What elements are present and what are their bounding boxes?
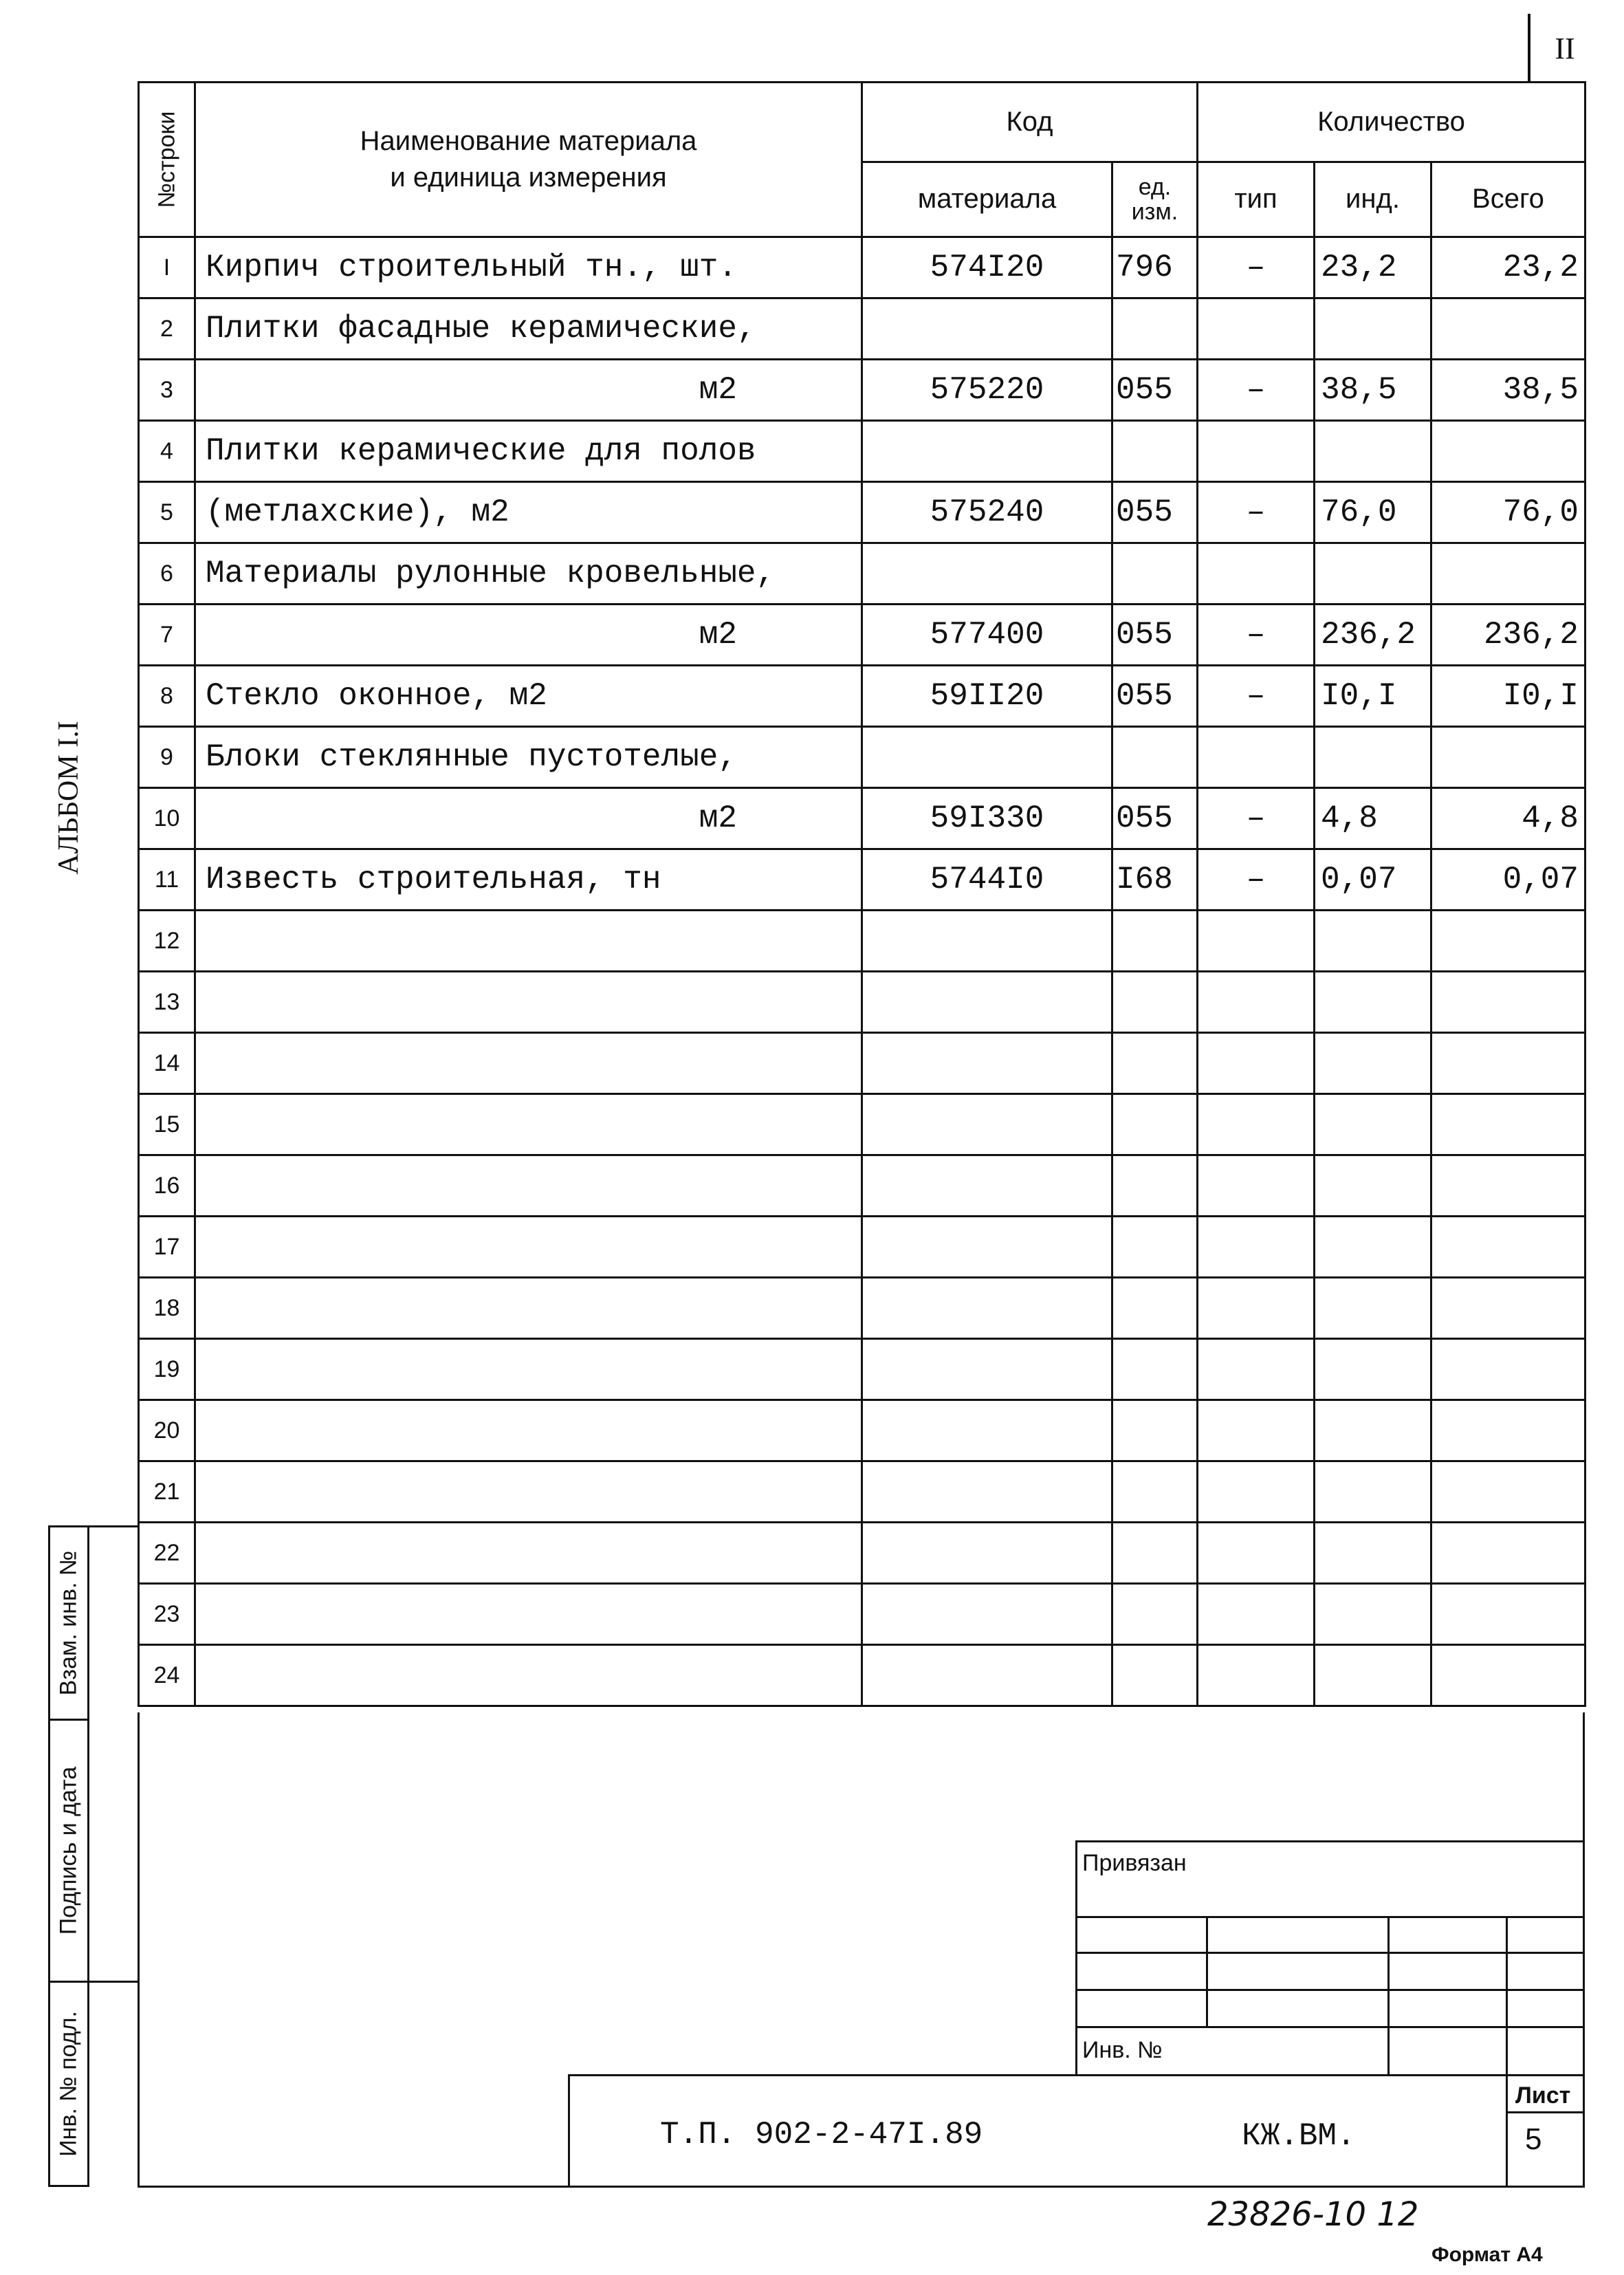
title-mark: КЖ.ВМ. bbox=[1242, 2118, 1356, 2154]
qty-ind bbox=[1315, 1400, 1431, 1461]
qty-total: 38,5 bbox=[1431, 360, 1585, 421]
material-code bbox=[862, 1033, 1112, 1094]
unit-code: 055 bbox=[1112, 605, 1198, 666]
material-code bbox=[862, 543, 1112, 605]
material-code: 59II20 bbox=[862, 666, 1112, 727]
header-code-unit: ед. изм. bbox=[1112, 162, 1198, 237]
row-number: 6 bbox=[139, 543, 195, 605]
qty-type bbox=[1198, 1155, 1315, 1217]
unit-code bbox=[1112, 1278, 1198, 1339]
table-row bbox=[139, 1278, 1585, 1339]
material-code: 575240 bbox=[862, 482, 1112, 543]
tb-h2 bbox=[1075, 1952, 1585, 1954]
table-row bbox=[139, 298, 1585, 360]
qty-ind bbox=[1315, 1645, 1431, 1706]
header-name-line1: Наименование материала bbox=[360, 126, 697, 156]
qty-type bbox=[1198, 1584, 1315, 1645]
material-code bbox=[862, 421, 1112, 482]
qty-type bbox=[1198, 1339, 1315, 1400]
tb-v2 bbox=[1387, 1916, 1390, 2074]
album-label: АЛЬБОМ I.I bbox=[53, 721, 85, 875]
qty-ind: 23,2 bbox=[1315, 237, 1431, 298]
row-number: 8 bbox=[139, 666, 195, 727]
unit-code bbox=[1112, 972, 1198, 1033]
material-name: (метлахские), м2 bbox=[195, 482, 862, 543]
material-name: м2 bbox=[195, 788, 862, 849]
material-name bbox=[195, 1217, 862, 1278]
qty-type bbox=[1198, 1461, 1315, 1523]
row-number: 20 bbox=[139, 1400, 195, 1461]
tb-privyazan-label: Привязан bbox=[1082, 1850, 1187, 1876]
qty-ind: 4,8 bbox=[1315, 788, 1431, 849]
qty-total: I0,I bbox=[1431, 666, 1585, 727]
material-code bbox=[862, 1645, 1112, 1706]
table-row bbox=[139, 1645, 1585, 1706]
row-number: 2 bbox=[139, 298, 195, 360]
qty-ind: 236,2 bbox=[1315, 605, 1431, 666]
qty-ind bbox=[1315, 911, 1431, 972]
material-name: м2 bbox=[195, 360, 862, 421]
unit-code bbox=[1112, 911, 1198, 972]
material-name bbox=[195, 1339, 862, 1400]
qty-ind bbox=[1315, 1584, 1431, 1645]
unit-code bbox=[1112, 1461, 1198, 1523]
row-number: 21 bbox=[139, 1461, 195, 1523]
row-number: 22 bbox=[139, 1523, 195, 1584]
material-name bbox=[195, 1584, 862, 1645]
qty-total: 76,0 bbox=[1431, 482, 1585, 543]
unit-code bbox=[1112, 1155, 1198, 1217]
header-row-no: №строки bbox=[139, 83, 195, 237]
material-name: Плитки фасадные керамические, bbox=[195, 298, 862, 360]
row-number: I bbox=[139, 237, 195, 298]
table-row bbox=[139, 482, 1585, 543]
table-row bbox=[139, 972, 1585, 1033]
material-code bbox=[862, 1339, 1112, 1400]
qty-ind bbox=[1315, 421, 1431, 482]
table-row bbox=[139, 1094, 1585, 1155]
material-code bbox=[862, 1278, 1112, 1339]
unit-code bbox=[1112, 1400, 1198, 1461]
qty-ind bbox=[1315, 1461, 1431, 1523]
qty-total bbox=[1431, 1584, 1585, 1645]
strip-divider2 bbox=[89, 1981, 138, 1983]
material-code bbox=[862, 1217, 1112, 1278]
unit-code bbox=[1112, 1523, 1198, 1584]
sheet-value: 5 bbox=[1525, 2122, 1542, 2156]
qty-total bbox=[1431, 543, 1585, 605]
material-name: Стекло оконное, м2 bbox=[195, 666, 862, 727]
row-number: 9 bbox=[139, 727, 195, 788]
header-name bbox=[195, 83, 862, 237]
table-row bbox=[139, 727, 1585, 788]
table-row bbox=[139, 788, 1585, 849]
stamp-inv-podl: Инв. № подл. bbox=[48, 1981, 89, 2187]
material-name bbox=[195, 1033, 862, 1094]
row-number: 23 bbox=[139, 1584, 195, 1645]
table-row bbox=[139, 360, 1585, 421]
material-code: 575220 bbox=[862, 360, 1112, 421]
strip-divider bbox=[89, 1525, 138, 1527]
tb-main-top bbox=[568, 2074, 1585, 2076]
qty-type bbox=[1198, 1094, 1315, 1155]
header-qty-group: Количество bbox=[1198, 83, 1585, 162]
tb-inv-no-label: Инв. № bbox=[1082, 2037, 1163, 2063]
qty-ind bbox=[1315, 298, 1431, 360]
qty-type bbox=[1198, 1278, 1315, 1339]
row-number: 5 bbox=[139, 482, 195, 543]
material-name: Кирпич строительный тн., шт. bbox=[195, 237, 862, 298]
unit-code bbox=[1112, 543, 1198, 605]
sheet-number-top: II bbox=[1528, 14, 1599, 83]
qty-total: 236,2 bbox=[1431, 605, 1585, 666]
tb-h3 bbox=[1075, 1989, 1585, 1991]
qty-ind: 76,0 bbox=[1315, 482, 1431, 543]
unit-code bbox=[1112, 1584, 1198, 1645]
frame-bottom bbox=[138, 2186, 1585, 2188]
qty-total bbox=[1431, 1094, 1585, 1155]
row-number: 12 bbox=[139, 911, 195, 972]
row-number: 24 bbox=[139, 1645, 195, 1706]
qty-ind bbox=[1315, 1523, 1431, 1584]
qty-total bbox=[1431, 911, 1585, 972]
unit-code: 055 bbox=[1112, 482, 1198, 543]
qty-type bbox=[1198, 543, 1315, 605]
qty-total bbox=[1431, 1461, 1585, 1523]
qty-type: – bbox=[1198, 666, 1315, 727]
qty-ind bbox=[1315, 543, 1431, 605]
unit-code bbox=[1112, 727, 1198, 788]
table-row bbox=[139, 1217, 1585, 1278]
material-code bbox=[862, 972, 1112, 1033]
unit-code bbox=[1112, 1033, 1198, 1094]
material-name bbox=[195, 1645, 862, 1706]
qty-ind bbox=[1315, 1155, 1431, 1217]
header-qty-type: тип bbox=[1198, 162, 1315, 237]
qty-ind: 38,5 bbox=[1315, 360, 1431, 421]
material-name: Блоки стеклянные пустотелые, bbox=[195, 727, 862, 788]
material-name bbox=[195, 1155, 862, 1217]
qty-type bbox=[1198, 298, 1315, 360]
frame-right-lower bbox=[1583, 1712, 1585, 2187]
qty-type bbox=[1198, 1033, 1315, 1094]
unit-code bbox=[1112, 421, 1198, 482]
material-name: Материалы рулонные кровельные, bbox=[195, 543, 862, 605]
format-label: Формат А4 bbox=[1431, 2243, 1543, 2266]
row-number: 3 bbox=[139, 360, 195, 421]
qty-ind bbox=[1315, 1033, 1431, 1094]
material-code bbox=[862, 1523, 1112, 1584]
qty-total: 0,07 bbox=[1431, 849, 1585, 911]
qty-ind bbox=[1315, 1278, 1431, 1339]
row-number: 10 bbox=[139, 788, 195, 849]
qty-total bbox=[1431, 972, 1585, 1033]
qty-type: – bbox=[1198, 482, 1315, 543]
tb-v3 bbox=[1506, 1916, 1508, 2186]
qty-ind bbox=[1315, 972, 1431, 1033]
qty-total: 4,8 bbox=[1431, 788, 1585, 849]
table-row bbox=[139, 1339, 1585, 1400]
unit-code bbox=[1112, 1094, 1198, 1155]
stamp-vzam-inv: Взам. инв. № bbox=[48, 1525, 89, 1721]
material-code bbox=[862, 1584, 1112, 1645]
qty-type bbox=[1198, 727, 1315, 788]
qty-type bbox=[1198, 1217, 1315, 1278]
tb-privyazan-left bbox=[1075, 1840, 1077, 2074]
qty-type: – bbox=[1198, 849, 1315, 911]
row-number: 11 bbox=[139, 849, 195, 911]
unit-code bbox=[1112, 1645, 1198, 1706]
qty-total: 23,2 bbox=[1431, 237, 1585, 298]
qty-type: – bbox=[1198, 605, 1315, 666]
qty-total bbox=[1431, 298, 1585, 360]
table-row bbox=[139, 421, 1585, 482]
material-name bbox=[195, 1523, 862, 1584]
qty-ind bbox=[1315, 1094, 1431, 1155]
unit-code: 055 bbox=[1112, 360, 1198, 421]
row-number: 16 bbox=[139, 1155, 195, 1217]
table-row bbox=[139, 1584, 1585, 1645]
row-number: 15 bbox=[139, 1094, 195, 1155]
material-code bbox=[862, 911, 1112, 972]
table-row bbox=[139, 666, 1585, 727]
material-name: Известь строительная, тн bbox=[195, 849, 862, 911]
table-row bbox=[139, 237, 1585, 298]
material-code bbox=[862, 1094, 1112, 1155]
doc-number: 23826-10 12 bbox=[1207, 2195, 1419, 2234]
header-code-group: Код bbox=[862, 83, 1198, 162]
material-code bbox=[862, 298, 1112, 360]
qty-ind bbox=[1315, 1339, 1431, 1400]
material-code bbox=[862, 727, 1112, 788]
unit-code: I68 bbox=[1112, 849, 1198, 911]
sheet-label: Лист bbox=[1515, 2082, 1571, 2109]
qty-total bbox=[1431, 1645, 1585, 1706]
qty-type: – bbox=[1198, 788, 1315, 849]
table-row bbox=[139, 1033, 1585, 1094]
tb-sheet-mid bbox=[1506, 2111, 1585, 2113]
qty-ind: 0,07 bbox=[1315, 849, 1431, 911]
qty-type bbox=[1198, 1400, 1315, 1461]
material-code: 59I330 bbox=[862, 788, 1112, 849]
tb-main-left bbox=[568, 2074, 570, 2187]
unit-code: 055 bbox=[1112, 788, 1198, 849]
header-qty-total: Всего bbox=[1431, 162, 1585, 237]
material-name bbox=[195, 911, 862, 972]
unit-code: 055 bbox=[1112, 666, 1198, 727]
header-code-material: материала bbox=[862, 162, 1112, 237]
row-number: 4 bbox=[139, 421, 195, 482]
qty-type bbox=[1198, 1645, 1315, 1706]
tb-h4 bbox=[1075, 2026, 1585, 2028]
qty-total bbox=[1431, 1155, 1585, 1217]
material-name bbox=[195, 972, 862, 1033]
tb-h1 bbox=[1075, 1916, 1585, 1918]
table-row bbox=[139, 1523, 1585, 1584]
qty-type bbox=[1198, 1523, 1315, 1584]
frame-left-lower bbox=[138, 1712, 140, 2187]
qty-ind: I0,I bbox=[1315, 666, 1431, 727]
header-name-line2: и единица измерения bbox=[390, 162, 667, 193]
material-code bbox=[862, 1400, 1112, 1461]
row-number: 13 bbox=[139, 972, 195, 1033]
qty-type: – bbox=[1198, 360, 1315, 421]
qty-total bbox=[1431, 1400, 1585, 1461]
qty-total bbox=[1431, 727, 1585, 788]
qty-total bbox=[1431, 1278, 1585, 1339]
qty-type bbox=[1198, 421, 1315, 482]
material-code bbox=[862, 1155, 1112, 1217]
material-code: 5744I0 bbox=[862, 849, 1112, 911]
row-number: 19 bbox=[139, 1339, 195, 1400]
qty-ind bbox=[1315, 1217, 1431, 1278]
qty-total bbox=[1431, 1523, 1585, 1584]
unit-code bbox=[1112, 1339, 1198, 1400]
material-code bbox=[862, 1461, 1112, 1523]
table-row bbox=[139, 911, 1585, 972]
row-number: 17 bbox=[139, 1217, 195, 1278]
table-row bbox=[139, 543, 1585, 605]
stamp-podpis-data: Подпись и дата bbox=[48, 1719, 89, 1983]
tb-v1 bbox=[1206, 1916, 1208, 2026]
table-row bbox=[139, 1461, 1585, 1523]
unit-code bbox=[1112, 298, 1198, 360]
qty-type: – bbox=[1198, 237, 1315, 298]
material-name bbox=[195, 1278, 862, 1339]
table-row bbox=[139, 1400, 1585, 1461]
material-name bbox=[195, 1094, 862, 1155]
row-number: 7 bbox=[139, 605, 195, 666]
material-code: 574I20 bbox=[862, 237, 1112, 298]
material-name bbox=[195, 1400, 862, 1461]
row-number: 14 bbox=[139, 1033, 195, 1094]
qty-type bbox=[1198, 911, 1315, 972]
margin-stamp bbox=[48, 1525, 89, 2187]
title-code: Т.П. 902-2-47I.89 bbox=[660, 2117, 983, 2153]
qty-total bbox=[1431, 1339, 1585, 1400]
table-row bbox=[139, 849, 1585, 911]
material-name bbox=[195, 1461, 862, 1523]
material-name: Плитки керамические для полов bbox=[195, 421, 862, 482]
qty-total bbox=[1431, 1033, 1585, 1094]
materials-table bbox=[138, 81, 1586, 1707]
qty-type bbox=[1198, 972, 1315, 1033]
header-qty-ind: инд. bbox=[1315, 162, 1431, 237]
row-number: 18 bbox=[139, 1278, 195, 1339]
qty-ind bbox=[1315, 727, 1431, 788]
qty-total bbox=[1431, 421, 1585, 482]
material-code: 577400 bbox=[862, 605, 1112, 666]
qty-total bbox=[1431, 1217, 1585, 1278]
tb-privyazan-top bbox=[1075, 1840, 1585, 1842]
unit-code bbox=[1112, 1217, 1198, 1278]
material-name: м2 bbox=[195, 605, 862, 666]
unit-code: 796 bbox=[1112, 237, 1198, 298]
table-row bbox=[139, 1155, 1585, 1217]
table-row bbox=[139, 605, 1585, 666]
